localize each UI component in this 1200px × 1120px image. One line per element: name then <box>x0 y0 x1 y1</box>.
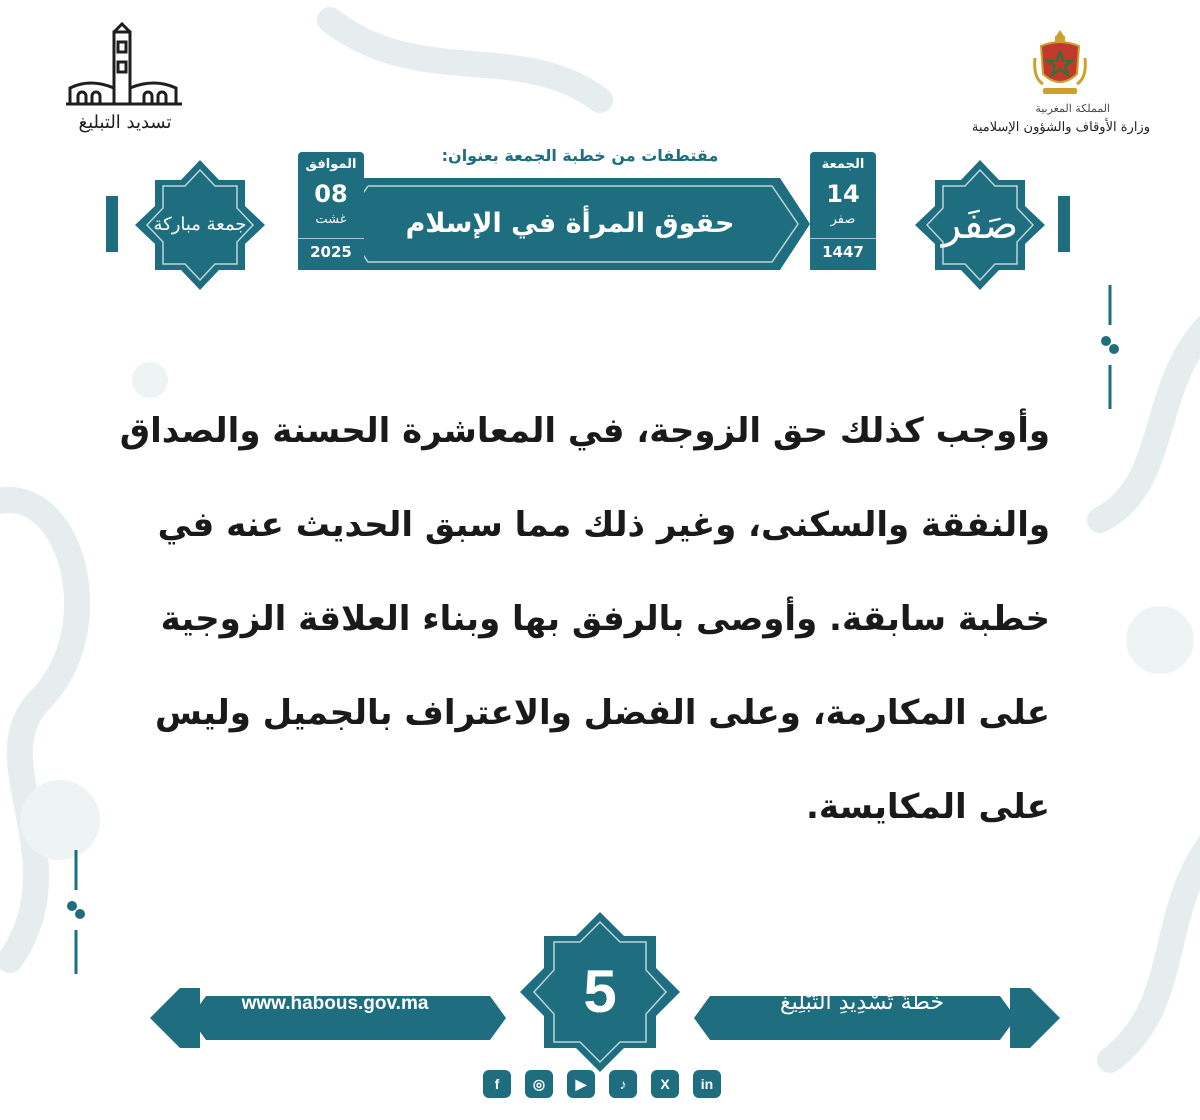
month-medallion-text: صَفَر <box>941 202 1019 248</box>
tiktok-icon[interactable]: ♪ <box>609 1070 637 1098</box>
excerpt-line: خطبة سابقة. وأوصى بالرفق بها وبناء العلاقة الزوجية <box>160 599 1050 639</box>
jumuah-medallion <box>135 160 265 290</box>
x-icon[interactable]: X <box>651 1070 679 1098</box>
plan-label: خُطَّةُ تَسْدِيدِ التَّبْلِيغ <box>779 990 945 1015</box>
quote-ornament-icon <box>66 850 86 974</box>
excerpt-line: على المكايسة. <box>806 787 1050 827</box>
excerpt-line: على المكارمة، وعلى الفضل والاعتراف بالجميل وليس <box>155 693 1050 733</box>
royal-crest-icon <box>1033 28 1087 100</box>
website-link[interactable]: www.habous.gov.ma <box>241 993 429 1014</box>
khutbah-title: حقوق المرأة في الإسلام <box>405 208 735 239</box>
gregorian-month: غشت <box>315 212 347 227</box>
program-logo <box>60 22 190 152</box>
page-number: 5 <box>583 958 617 1025</box>
hijri-month: صفر <box>830 212 856 227</box>
hijri-year: 1447 <box>810 238 876 261</box>
ministry-name: وزارة الأوقاف والشؤون الإسلامية <box>971 120 1150 135</box>
gregorian-year: 2025 <box>298 238 364 261</box>
hijri-day: 14 <box>826 180 860 208</box>
excerpt-line: والنفقة والسكنى، وغير ذلك مما سبق الحديث عنه في <box>157 505 1050 545</box>
excerpt-line: وأوجب كذلك حق الزوجة، في المعاشرة الحسنة والصداق <box>119 411 1050 451</box>
hijri-date <box>810 152 876 270</box>
program-logo-label: تسديد التبليغ <box>78 112 172 133</box>
gregorian-date <box>298 152 364 270</box>
khutbah-subtitle: مقتطفات من خطبة الجمعة بعنوان: <box>441 146 719 165</box>
mosque-icon <box>60 22 190 112</box>
left-end-bar <box>106 196 118 252</box>
gregorian-label: الموافق <box>298 152 364 178</box>
jumuah-medallion-text: جمعة مباركة <box>153 214 247 235</box>
youtube-icon[interactable]: ▶ <box>567 1070 595 1098</box>
social-links <box>482 1070 722 1100</box>
instagram-icon[interactable]: ◎ <box>525 1070 553 1098</box>
right-end-bar <box>1058 196 1070 252</box>
hijri-day-label: الجمعة <box>810 152 876 178</box>
facebook-icon[interactable]: f <box>483 1070 511 1098</box>
gregorian-day: 08 <box>314 180 348 208</box>
month-medallion <box>915 160 1045 290</box>
khutbah-excerpt <box>120 384 1050 854</box>
linkedin-icon[interactable]: in <box>693 1070 721 1098</box>
kingdom-name: المملكة المغربية <box>1035 102 1110 115</box>
ministry-logo <box>970 22 1150 142</box>
quote-ornament-icon <box>1100 285 1120 409</box>
